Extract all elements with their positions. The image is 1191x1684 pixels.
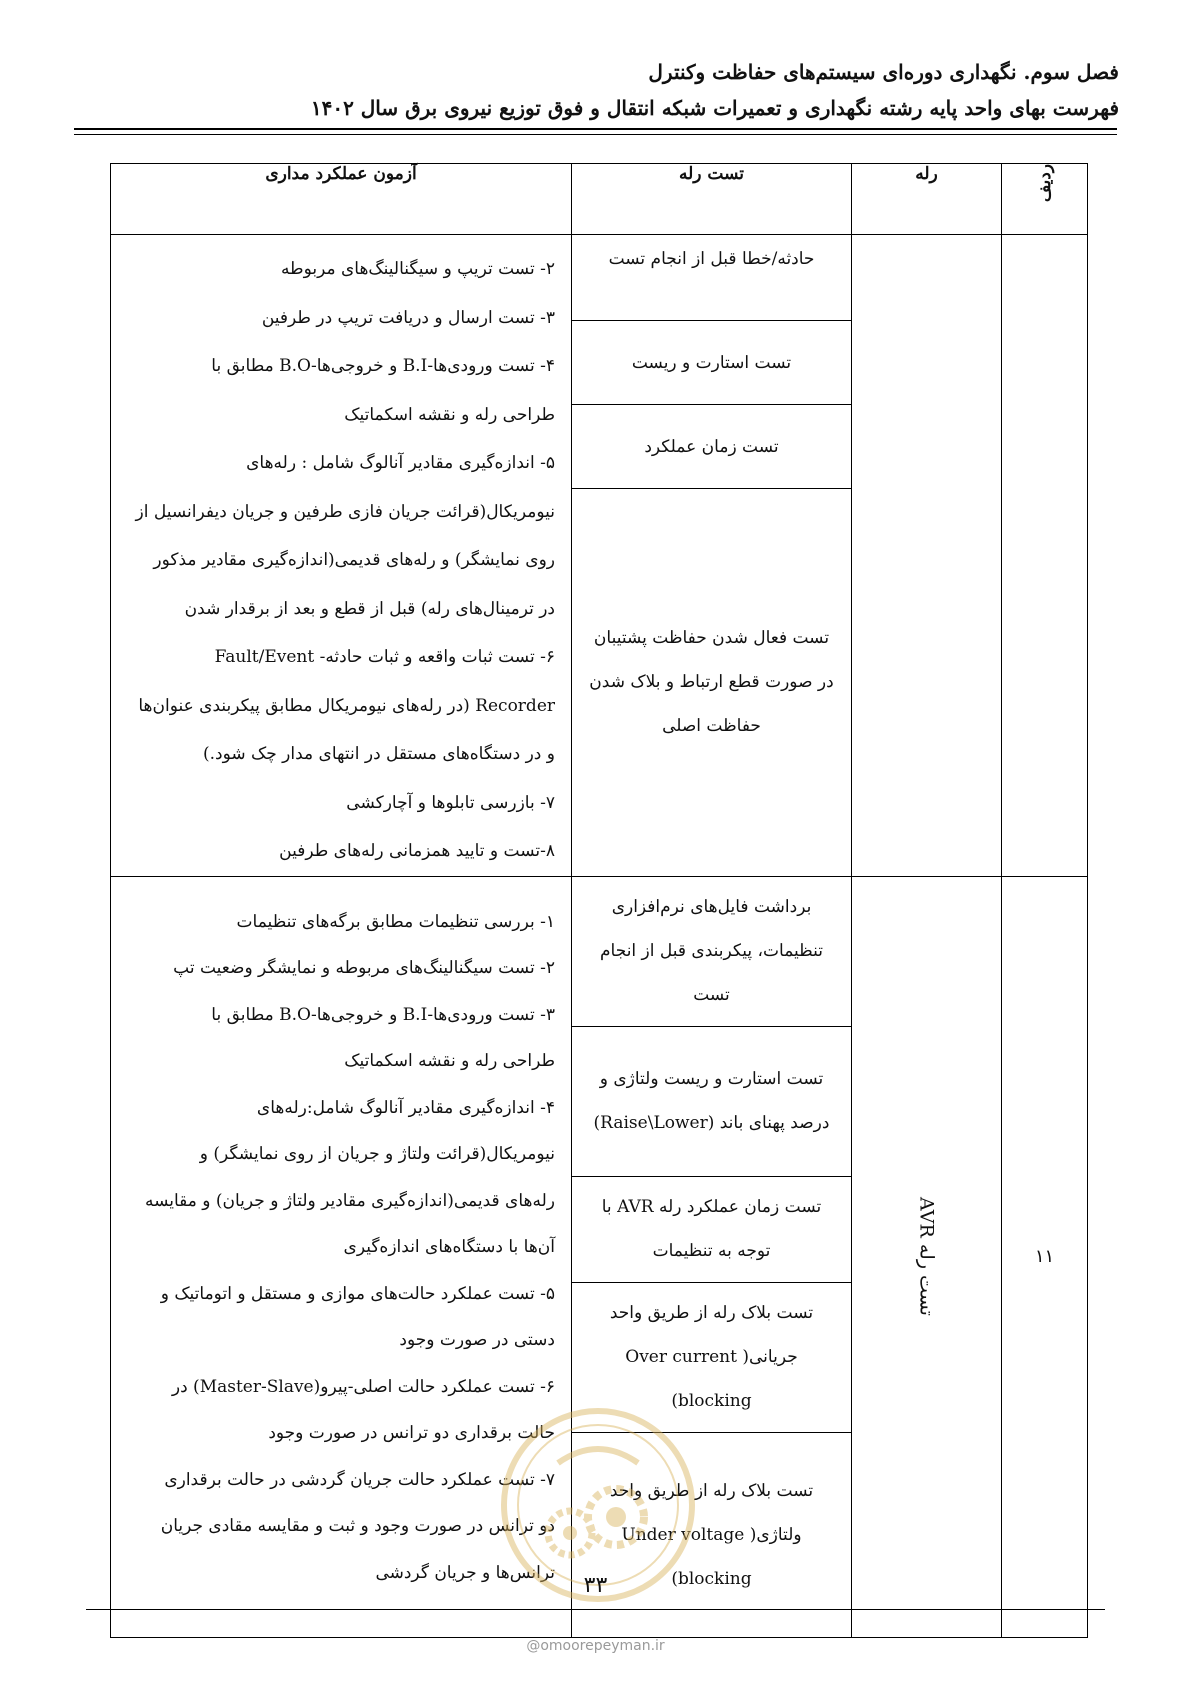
procedure-line: در ترمینال‌های رله) قبل از قطع و بعد از برقدار شدن <box>184 598 555 619</box>
procedure-line: ۷- تست عملکرد حالت جریان گردشی در حالت برقداری <box>164 1469 555 1490</box>
page-number: ۳۳ <box>583 1573 608 1598</box>
relay-tests-cell <box>572 235 852 877</box>
procedure-line: ۶- تست ثبات واقعه و ثبات حادثه- Fault/Event <box>214 647 555 667</box>
procedure-line: ۴- اندازه‌گیری مقادیر آنالوگ شامل:رله‌های <box>256 1097 555 1118</box>
procedure-line: ۵- تست عملکرد حالت‌های موازی و مستقل و اتوماتیک و <box>160 1283 555 1304</box>
procedure-line: ۲- تست تریپ و سیگنالینگ‌های مربوطه <box>280 259 555 279</box>
table-row <box>111 235 1088 877</box>
procedure-line: ۳- تست ورودی‌ها-B.I و خروجی‌ها-B.O مطابق با <box>211 1004 555 1025</box>
procedure-line: طراحی رله و نقشه اسکماتیک <box>344 1051 555 1071</box>
relay-test-item: تست بلاک رله از طریق واحد جریانی( Over current blocking) <box>572 1283 851 1433</box>
relay-test-item: تست زمان عملکرد رله AVR با توجه به تنظیمات <box>572 1177 851 1283</box>
procedure-line: نیومریکال(قرائت جریان فازی طرفین و جریان دیفرانسیل از <box>135 501 555 522</box>
watermark-text: @omoorepeyman.ir <box>526 1638 665 1654</box>
relay-test-item: تست فعال شدن حفاظت پشتیبان در صورت قطع ارتباط و بلاک شدن حفاظت اصلی <box>589 628 834 737</box>
procedure-line: ۶- تست عملکرد حالت اصلی-پیرو(Master-Slave) در <box>171 1376 555 1397</box>
header-rule-thick <box>74 128 1117 130</box>
relay-cell <box>852 876 1002 1637</box>
table-header-row <box>111 164 1088 235</box>
relay-test-item: تست بلاک رله از طریق واحد ولتاژی( Under voltage blocking) <box>609 1480 814 1589</box>
row-number-cell <box>1002 876 1088 1637</box>
relay-test-item: تست استارت و ریست ولتاژی و درصد پهنای باند (Raise\Lower) <box>572 1027 851 1177</box>
procedure-line: آن‌ها با دستگاه‌های اندازه‌گیری <box>343 1237 555 1257</box>
procedure-line: ترانس‌ها و جریان گردشی <box>375 1562 555 1583</box>
row-number: ۱۱ <box>1034 1246 1055 1267</box>
procedure-line: روی نمایشگر) و رله‌های قدیمی(اندازه‌گیری مقادیر مذکور <box>153 550 555 570</box>
procedure-line: دو ترانس در صورت وجود و ثبت و مقایسه مقادی جریان <box>160 1516 555 1536</box>
relay-test-item: تست زمان عملکرد <box>572 405 851 489</box>
procedure-line: نیومریکال(قرائت ولتاژ و جریان از روی نمایشگر) و <box>199 1144 555 1164</box>
procedure-line: دستی در صورت وجود <box>399 1330 555 1350</box>
col-header-procedure: آزمون عملکرد مداری <box>111 164 572 235</box>
relay-cell <box>852 235 1002 877</box>
chapter-title: فصل سوم. نگهداری دوره‌ای سیستم‌های حفاظت وکنترل <box>648 60 1119 84</box>
row-number-cell <box>1002 235 1088 877</box>
procedure-line: ۷- بازرسی تابلوها و آچارکشی <box>346 792 555 813</box>
procedure-line: ۲- تست سیگنالینگ‌های مربوطه و نمایشگر وضعیت تپ <box>173 958 555 978</box>
header-rule-thin <box>74 134 1117 135</box>
procedure-line: ۱- بررسی تنظیمات مطابق برگه‌های تنظیمات <box>236 911 555 932</box>
col-header-relay: رله <box>852 164 1002 235</box>
procedure-line: ۴- تست ورودی‌ها-B.I و خروجی‌ها-B.O مطابق با <box>211 356 555 376</box>
procedure-line: طراحی رله و نقشه اسکماتیک <box>344 404 555 425</box>
procedure-line: رله‌های قدیمی(اندازه‌گیری مقادیر ولتاژ و جریان) و مقایسه <box>144 1190 555 1211</box>
procedure-line: ۵- اندازه‌گیری مقادیر آنالوگ شامل : رله‌های <box>246 453 555 473</box>
procedure-line: ۳- تست ارسال و دریافت تریپ در طرفین <box>261 307 555 328</box>
col-header-row-number: ردیف <box>1002 164 1088 235</box>
procedure-line: حالت برقداری دو ترانس در صورت وجود <box>268 1423 555 1443</box>
relay-test-item: برداشت فایل‌های نرم‌افزاری تنظیمات، پیکربندی قبل از انجام تست <box>572 877 851 1027</box>
col-header-relay-test: تست رله <box>572 164 852 235</box>
procedure-line: و در دستگاه‌های مستقل در انتهای مدار چک شود.) <box>203 744 555 764</box>
document-title: فهرست بهای واحد پایه رشته نگهداری و تعمیرات شبکه انتقال و فوق توزیع نیروی برق سال ۱۴۰۲ <box>310 96 1119 120</box>
relay-test-item: حادثه/خطا قبل از انجام تست <box>572 235 851 321</box>
relay-name: تست رله AVR <box>915 1197 938 1316</box>
relay-test-item: تست استارت و ریست <box>572 321 851 405</box>
procedure-cell <box>111 235 572 877</box>
procedure-line: Recorder (در رله‌های نیومریکال مطابق پیکربندی عنوان‌ها <box>138 695 555 716</box>
procedure-line: ۸-تست و تایید همزمانی رله‌های طرفین <box>279 841 555 861</box>
footer-rule <box>86 1609 1105 1610</box>
